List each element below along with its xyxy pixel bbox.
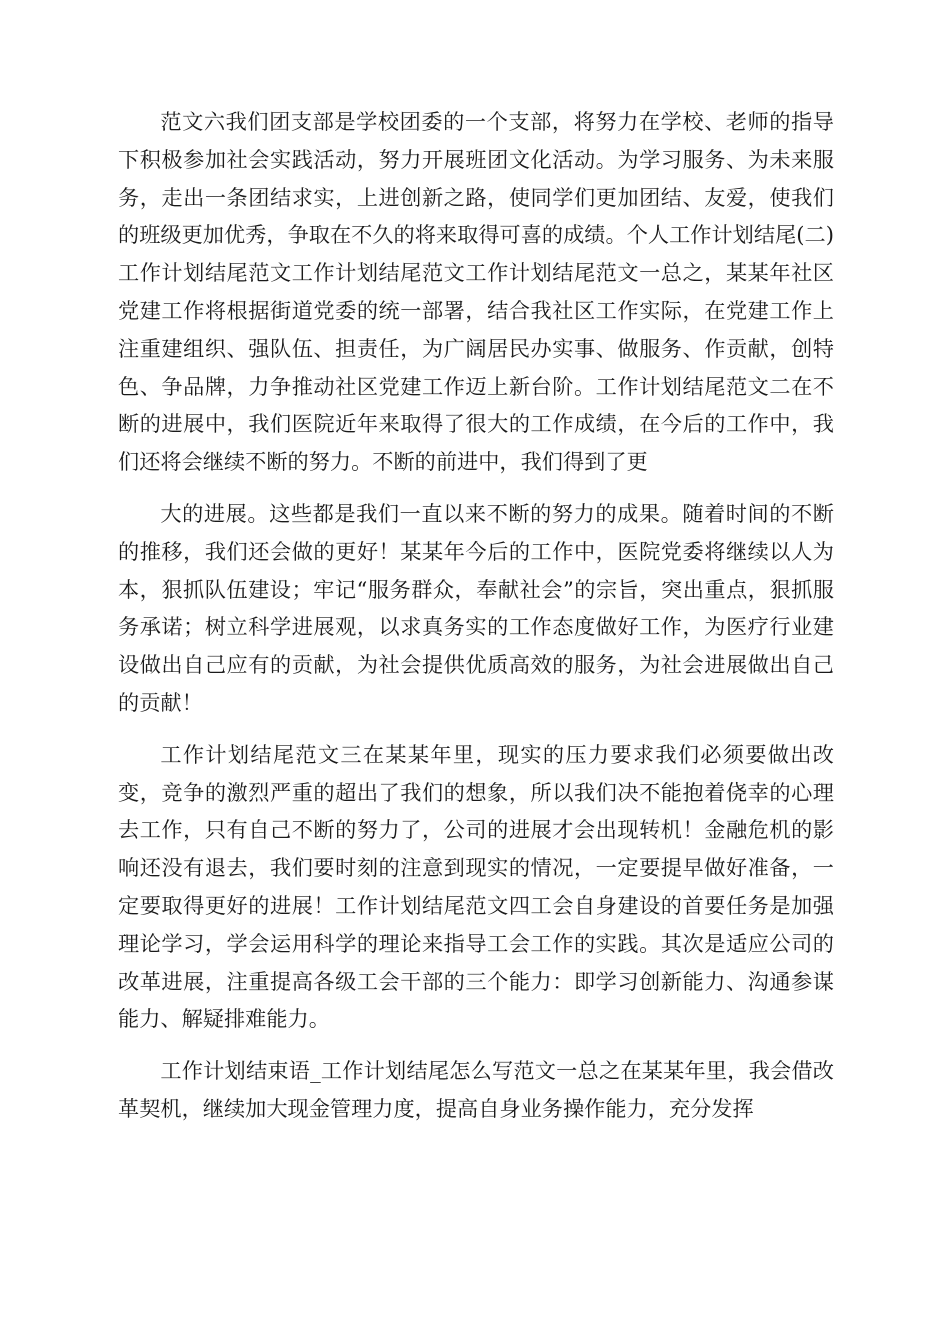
paragraph-2: 大的进展。这些都是我们一直以来不断的努力的成果。随着时间的不断的推移，我们还会做的更好！某某年今后的工作中，医院党委将继续以人为本，狠抓队伍建设；牢记“服务群众，奉献社会”的宗旨，突出重点，狠抓服务承诺；树立科学进展观，以求真务实的工作态度做好工作，为医疗行业建设做出自己应有的贡献，为社会提供优质高效的服务，为社会进展做出自己的贡献！ <box>118 500 834 715</box>
paragraph-3: 工作计划结尾范文三在某某年里，现实的压力要求我们必须要做出改变，竞争的激烈严重的超出了我们的想象，所以我们决不能抱着侥幸的心理去工作，只有自己不断的努力了，公司的进展才会出现转机！金融危机的影响还没有退去，我们要时刻的注意到现实的情况，一定要提早做好准备，一定要取得更好的进展！工作计划结尾范文四工会自身建设的首要任务是加强理论学习，学会运用科学的理论来指导工会工作的实践。其次是适应公司的改革进展，注重提高各级工会干部的三个能力：即学习创新能力、沟通参谋能力、解疑排难能力。 <box>118 741 834 1032</box>
document-body <box>118 103 834 1142</box>
paragraph-1: 范文六我们团支部是学校团委的一个支部，将努力在学校、老师的指导下积极参加社会实践活动，努力开展班团文化活动。为学习服务、为未来服务，走出一条团结求实，上进创新之路，使同学们更加团结、友爱，使我们的班级更加优秀，争取在不久的将来取得可喜的成绩。个人工作计划结尾(二)工作计划结尾范文工作计划结尾范文工作计划结尾范文一总之，某某年社区党建工作将根据街道党委的统一部署，结合我社区工作实际，在党建工作上注重建组织、强队伍、担责任，为广阔居民办实事、做服务、作贡献，创特色、争品牌，力争推动社区党建工作迈上新台阶。工作计划结尾范文二在不断的进展中，我们医院近年来取得了很大的工作成绩，在今后的工作中，我们还将会继续不断的努力。不断的前进中，我们得到了更 <box>118 109 834 475</box>
paragraph-4: 工作计划结束语_工作计划结尾怎么写范文一总之在某某年里，我会借改革契机，继续加大现金管理力度，提高自身业务操作能力，充分发挥 <box>118 1058 834 1121</box>
